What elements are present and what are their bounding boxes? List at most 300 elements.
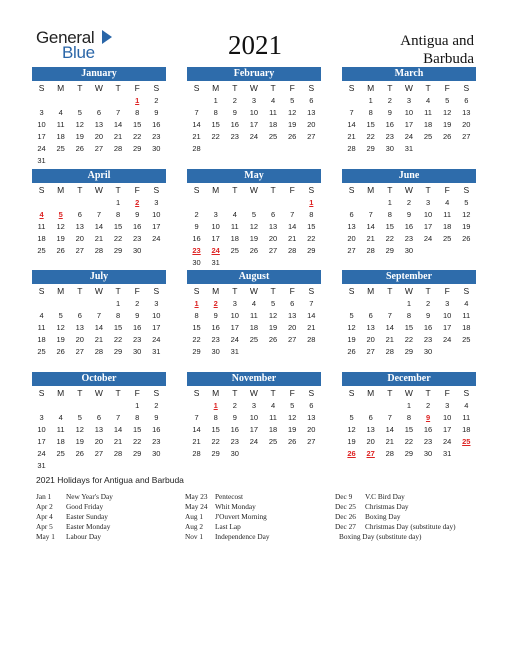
day-cell: 2 bbox=[387, 96, 392, 105]
day-cell: 12 bbox=[288, 413, 297, 422]
week-row bbox=[32, 322, 166, 334]
holiday-date: Dec 26 bbox=[335, 512, 356, 521]
holiday-column bbox=[335, 492, 485, 542]
weekday-header bbox=[32, 285, 166, 298]
day-cell: 29 bbox=[404, 449, 414, 458]
month-title: October bbox=[32, 372, 166, 386]
day-cell: 2 bbox=[425, 299, 431, 308]
day-cell: 31 bbox=[230, 347, 239, 356]
day-cell: 30 bbox=[192, 258, 201, 267]
day-cell: 2 bbox=[154, 96, 159, 105]
day-cell: 23 bbox=[152, 132, 161, 141]
week-row bbox=[342, 448, 476, 460]
day-cell: 24 bbox=[443, 437, 452, 446]
day-cell: 21 bbox=[94, 335, 104, 344]
empty-day-cell bbox=[147, 245, 166, 257]
holiday-day-cell: 26 bbox=[347, 449, 356, 458]
day-cell: 11 bbox=[424, 108, 432, 117]
weekday-label: T bbox=[232, 83, 238, 93]
weekday-header bbox=[187, 184, 321, 197]
day-cell: 11 bbox=[37, 323, 46, 332]
day-cell: 10 bbox=[37, 120, 46, 129]
day-cell: 7 bbox=[368, 210, 373, 219]
day-cell: 28 bbox=[94, 246, 104, 255]
day-cell: 3 bbox=[251, 96, 257, 105]
weekday-label: S bbox=[38, 388, 45, 398]
holiday-date: May 24 bbox=[185, 502, 208, 511]
day-cell: 25 bbox=[56, 144, 65, 153]
weekday-label: F bbox=[134, 388, 140, 398]
holiday-item bbox=[335, 502, 485, 512]
week-row bbox=[187, 131, 321, 143]
day-cell: 30 bbox=[133, 347, 142, 356]
week-row bbox=[187, 346, 321, 358]
day-cell: 3 bbox=[154, 299, 159, 308]
weekday-header bbox=[342, 387, 476, 400]
day-cell: 31 bbox=[211, 258, 220, 267]
weekday-label: F bbox=[289, 83, 295, 93]
weekday-label: T bbox=[270, 286, 276, 296]
logo-text-general: General bbox=[36, 28, 95, 47]
day-cell: 22 bbox=[211, 132, 220, 141]
month-title: June bbox=[342, 169, 476, 183]
weekday-label: S bbox=[38, 83, 45, 93]
day-cell: 1 bbox=[115, 299, 121, 308]
day-cell: 28 bbox=[94, 347, 104, 356]
day-cell: 27 bbox=[75, 347, 84, 356]
day-cell: 27 bbox=[94, 449, 104, 458]
day-cell: 2 bbox=[425, 401, 431, 410]
holiday-date: Apr 2 bbox=[36, 502, 53, 511]
day-cell: 5 bbox=[349, 311, 354, 320]
day-cell: 7 bbox=[387, 413, 392, 422]
day-cell: 4 bbox=[232, 210, 237, 219]
day-cell: 23 bbox=[423, 335, 433, 344]
day-cell: 11 bbox=[462, 311, 471, 320]
day-cell: 16 bbox=[133, 323, 142, 332]
day-cell: 28 bbox=[113, 449, 123, 458]
weekday-label: M bbox=[367, 83, 375, 93]
week-row bbox=[32, 460, 166, 472]
weekday-label: S bbox=[193, 286, 200, 296]
weekday-header bbox=[187, 82, 321, 95]
month-title: April bbox=[32, 169, 166, 183]
day-cell: 3 bbox=[213, 210, 218, 219]
day-cell: 22 bbox=[385, 234, 394, 243]
month-february bbox=[187, 67, 321, 163]
weekday-header bbox=[342, 82, 476, 95]
weekday-label: M bbox=[57, 83, 65, 93]
day-cell: 13 bbox=[94, 425, 104, 434]
day-cell: 4 bbox=[58, 108, 63, 117]
empty-day-cell bbox=[128, 155, 147, 167]
day-cell: 14 bbox=[385, 425, 394, 434]
day-cell: 6 bbox=[368, 311, 373, 320]
day-cell: 29 bbox=[366, 144, 375, 153]
empty-day-cell bbox=[32, 197, 51, 209]
day-cell: 10 bbox=[152, 210, 161, 219]
week-row bbox=[187, 310, 321, 322]
weekday-label: W bbox=[94, 388, 103, 398]
week-row bbox=[342, 143, 476, 155]
weekday-header bbox=[342, 285, 476, 298]
day-cell: 16 bbox=[152, 425, 161, 434]
day-cell: 20 bbox=[462, 120, 471, 129]
day-cell: 6 bbox=[464, 96, 469, 105]
day-cell: 9 bbox=[135, 311, 140, 320]
country-line-2: Barbuda bbox=[423, 51, 474, 67]
day-cell: 10 bbox=[443, 311, 452, 320]
day-cell: 20 bbox=[307, 425, 316, 434]
day-cell: 9 bbox=[154, 413, 159, 422]
weekday-label: W bbox=[249, 185, 258, 195]
day-cell: 1 bbox=[387, 198, 392, 207]
weekday-label: T bbox=[387, 388, 393, 398]
day-cell: 8 bbox=[213, 413, 218, 422]
week-row bbox=[342, 197, 476, 209]
empty-day-cell bbox=[109, 400, 128, 412]
week-row bbox=[187, 424, 321, 436]
empty-day-cell bbox=[128, 460, 147, 472]
day-cell: 7 bbox=[115, 413, 121, 422]
month-title: September bbox=[342, 270, 476, 284]
day-cell: 19 bbox=[347, 335, 356, 344]
day-cell: 25 bbox=[37, 347, 46, 356]
weekday-label: T bbox=[115, 185, 121, 195]
holiday-day-cell: 9 bbox=[425, 413, 431, 422]
day-cell: 21 bbox=[307, 323, 316, 332]
weekday-label: M bbox=[367, 185, 375, 195]
holiday-column bbox=[185, 492, 335, 542]
month-title: March bbox=[342, 67, 476, 81]
week-row bbox=[187, 209, 321, 221]
week-row bbox=[187, 119, 321, 131]
day-cell: 23 bbox=[133, 335, 142, 344]
day-cell: 23 bbox=[423, 437, 433, 446]
month-june bbox=[342, 169, 476, 265]
day-cell: 25 bbox=[37, 246, 46, 255]
weekday-label: F bbox=[289, 286, 295, 296]
holiday-name: Christmas Day bbox=[365, 502, 409, 511]
weekday-label: W bbox=[404, 388, 413, 398]
day-cell: 21 bbox=[347, 132, 356, 141]
day-cell: 22 bbox=[133, 437, 142, 446]
day-cell: 20 bbox=[75, 234, 84, 243]
empty-day-cell bbox=[109, 155, 128, 167]
weekday-label: S bbox=[193, 83, 200, 93]
day-cell: 4 bbox=[425, 96, 431, 105]
day-cell: 7 bbox=[309, 299, 314, 308]
day-cell: 21 bbox=[366, 234, 375, 243]
day-cell: 21 bbox=[192, 437, 201, 446]
day-cell: 16 bbox=[230, 120, 239, 129]
day-cell: 17 bbox=[37, 437, 46, 446]
day-cell: 17 bbox=[37, 132, 46, 141]
day-cell: 12 bbox=[443, 108, 452, 117]
holiday-day-cell: 5 bbox=[58, 210, 63, 219]
day-cell: 1 bbox=[368, 96, 373, 105]
month-october bbox=[32, 372, 166, 468]
holiday-day-cell: 1 bbox=[135, 96, 140, 105]
week-row bbox=[32, 310, 166, 322]
day-cell: 20 bbox=[94, 132, 104, 141]
empty-day-cell bbox=[283, 257, 302, 269]
day-cell: 14 bbox=[192, 425, 201, 434]
day-cell: 18 bbox=[56, 132, 65, 141]
weekday-label: S bbox=[38, 286, 45, 296]
day-cell: 7 bbox=[290, 210, 295, 219]
day-cell: 19 bbox=[75, 132, 84, 141]
day-cell: 17 bbox=[423, 222, 433, 231]
day-cell: 30 bbox=[230, 449, 239, 458]
day-cell: 19 bbox=[56, 234, 65, 243]
holiday-day-cell: 2 bbox=[135, 198, 140, 207]
day-cell: 8 bbox=[406, 311, 412, 320]
empty-day-cell bbox=[361, 298, 380, 310]
day-cell: 9 bbox=[154, 108, 159, 117]
weekday-label: T bbox=[77, 388, 83, 398]
day-cell: 4 bbox=[270, 96, 276, 105]
weekday-label: T bbox=[425, 83, 431, 93]
day-cell: 19 bbox=[288, 120, 297, 129]
day-cell: 16 bbox=[133, 222, 142, 231]
day-cell: 29 bbox=[307, 246, 316, 255]
empty-day-cell bbox=[302, 257, 321, 269]
empty-day-cell bbox=[70, 197, 89, 209]
empty-day-cell bbox=[283, 346, 302, 358]
day-cell: 15 bbox=[307, 222, 316, 231]
weekday-label: W bbox=[404, 185, 413, 195]
empty-day-cell bbox=[244, 448, 263, 460]
day-cell: 13 bbox=[347, 222, 356, 231]
day-cell: 7 bbox=[194, 108, 199, 117]
empty-day-cell bbox=[380, 400, 399, 412]
day-cell: 12 bbox=[56, 323, 65, 332]
holiday-column bbox=[36, 492, 186, 542]
empty-day-cell bbox=[244, 257, 263, 269]
empty-day-cell bbox=[70, 298, 89, 310]
month-november bbox=[187, 372, 321, 468]
day-cell: 5 bbox=[77, 413, 82, 422]
day-cell: 30 bbox=[211, 347, 220, 356]
weekday-label: T bbox=[387, 286, 393, 296]
empty-day-cell bbox=[70, 155, 89, 167]
day-cell: 8 bbox=[194, 311, 199, 320]
day-cell: 7 bbox=[96, 210, 102, 219]
day-cell: 17 bbox=[211, 234, 220, 243]
empty-day-cell bbox=[32, 95, 51, 107]
week-row bbox=[32, 400, 166, 412]
day-cell: 4 bbox=[270, 401, 276, 410]
day-cell: 5 bbox=[58, 311, 63, 320]
holiday-item bbox=[36, 512, 186, 522]
day-cell: 23 bbox=[404, 234, 414, 243]
day-cell: 21 bbox=[94, 234, 104, 243]
week-row bbox=[32, 221, 166, 233]
day-cell: 4 bbox=[445, 198, 450, 207]
empty-day-cell bbox=[457, 448, 476, 460]
day-cell: 6 bbox=[368, 413, 373, 422]
holiday-item bbox=[36, 502, 186, 512]
day-cell: 11 bbox=[230, 222, 239, 231]
week-row bbox=[187, 197, 321, 209]
day-cell: 22 bbox=[113, 335, 123, 344]
weekday-label: F bbox=[134, 185, 140, 195]
empty-day-cell bbox=[51, 298, 70, 310]
day-cell: 9 bbox=[387, 108, 392, 117]
day-cell: 3 bbox=[39, 413, 44, 422]
day-cell: 8 bbox=[115, 210, 121, 219]
day-cell: 15 bbox=[211, 120, 220, 129]
day-cell: 26 bbox=[75, 144, 84, 153]
day-cell: 7 bbox=[115, 108, 121, 117]
day-cell: 19 bbox=[462, 222, 471, 231]
weekday-header bbox=[187, 285, 321, 298]
weekday-label: S bbox=[308, 286, 315, 296]
day-cell: 12 bbox=[75, 425, 84, 434]
day-cell: 27 bbox=[462, 132, 471, 141]
day-cell: 28 bbox=[288, 246, 297, 255]
day-cell: 25 bbox=[268, 132, 278, 141]
weekday-label: F bbox=[289, 388, 295, 398]
day-cell: 20 bbox=[347, 234, 356, 243]
holiday-day-cell: 25 bbox=[462, 437, 471, 446]
weekday-label: T bbox=[270, 83, 276, 93]
day-cell: 19 bbox=[347, 437, 356, 446]
empty-day-cell bbox=[302, 448, 321, 460]
day-cell: 29 bbox=[385, 246, 394, 255]
day-cell: 5 bbox=[290, 401, 295, 410]
holiday-date: Jan 1 bbox=[36, 492, 52, 501]
day-cell: 13 bbox=[307, 413, 316, 422]
country-name bbox=[364, 32, 474, 68]
empty-day-cell bbox=[225, 257, 244, 269]
day-cell: 27 bbox=[75, 246, 84, 255]
empty-day-cell bbox=[342, 298, 361, 310]
month-title: July bbox=[32, 270, 166, 284]
day-cell: 16 bbox=[385, 120, 394, 129]
day-cell: 17 bbox=[230, 323, 239, 332]
weekday-label: M bbox=[212, 388, 220, 398]
empty-day-cell bbox=[89, 400, 108, 412]
day-cell: 19 bbox=[75, 437, 84, 446]
day-cell: 2 bbox=[154, 401, 159, 410]
weekday-label: S bbox=[38, 185, 45, 195]
month-title: December bbox=[342, 372, 476, 386]
day-cell: 10 bbox=[230, 311, 239, 320]
day-cell: 16 bbox=[211, 323, 220, 332]
month-august bbox=[187, 270, 321, 366]
week-row bbox=[187, 233, 321, 245]
day-cell: 1 bbox=[406, 401, 412, 410]
day-cell: 10 bbox=[423, 210, 433, 219]
day-cell: 5 bbox=[77, 108, 82, 117]
month-title: January bbox=[32, 67, 166, 81]
holiday-item bbox=[36, 492, 186, 502]
day-cell: 26 bbox=[347, 347, 356, 356]
weekday-label: S bbox=[153, 388, 160, 398]
weekday-label: S bbox=[463, 388, 470, 398]
day-cell: 29 bbox=[192, 347, 201, 356]
day-cell: 24 bbox=[249, 437, 259, 446]
day-cell: 16 bbox=[404, 222, 414, 231]
weekday-label: W bbox=[94, 286, 103, 296]
day-cell: 6 bbox=[77, 210, 82, 219]
week-row bbox=[32, 197, 166, 209]
holiday-name: Christmas Day (substitute day) bbox=[365, 522, 456, 531]
day-cell: 21 bbox=[288, 234, 297, 243]
day-cell: 19 bbox=[288, 425, 297, 434]
day-cell: 4 bbox=[251, 299, 257, 308]
holiday-day-cell: 24 bbox=[211, 246, 220, 255]
day-cell: 29 bbox=[211, 449, 220, 458]
month-april bbox=[32, 169, 166, 265]
weekday-label: S bbox=[348, 286, 355, 296]
month-july bbox=[32, 270, 166, 366]
day-cell: 4 bbox=[464, 401, 469, 410]
empty-day-cell bbox=[361, 400, 380, 412]
day-cell: 27 bbox=[268, 246, 278, 255]
day-cell: 1 bbox=[406, 299, 412, 308]
empty-day-cell bbox=[244, 143, 263, 155]
week-row bbox=[187, 334, 321, 346]
weekday-label: F bbox=[134, 286, 140, 296]
weekday-label: S bbox=[308, 185, 315, 195]
week-row bbox=[32, 424, 166, 436]
day-cell: 9 bbox=[406, 210, 412, 219]
day-cell: 31 bbox=[404, 144, 414, 153]
day-cell: 31 bbox=[37, 156, 46, 165]
empty-day-cell bbox=[187, 400, 206, 412]
day-cell: 23 bbox=[385, 132, 394, 141]
day-cell: 26 bbox=[268, 335, 278, 344]
day-cell: 24 bbox=[404, 132, 414, 141]
day-cell: 15 bbox=[133, 120, 142, 129]
day-cell: 17 bbox=[443, 323, 452, 332]
weekday-label: S bbox=[348, 388, 355, 398]
day-cell: 3 bbox=[154, 198, 159, 207]
weekday-label: T bbox=[232, 388, 238, 398]
empty-day-cell bbox=[438, 245, 457, 257]
day-cell: 18 bbox=[56, 437, 65, 446]
day-cell: 29 bbox=[404, 347, 414, 356]
week-row bbox=[342, 245, 476, 257]
holiday-item bbox=[185, 532, 335, 542]
day-cell: 18 bbox=[423, 120, 433, 129]
weekday-label: M bbox=[212, 185, 220, 195]
week-row bbox=[342, 107, 476, 119]
weekday-label: M bbox=[367, 388, 375, 398]
day-cell: 6 bbox=[96, 413, 102, 422]
week-row bbox=[32, 119, 166, 131]
day-cell: 8 bbox=[406, 413, 412, 422]
holiday-name: J'Ouvert Morning bbox=[215, 512, 267, 521]
month-january bbox=[32, 67, 166, 163]
day-cell: 22 bbox=[113, 234, 123, 243]
day-cell: 2 bbox=[135, 299, 140, 308]
day-cell: 1 bbox=[115, 198, 121, 207]
day-cell: 12 bbox=[75, 120, 84, 129]
day-cell: 17 bbox=[404, 120, 414, 129]
day-cell: 3 bbox=[39, 108, 44, 117]
day-cell: 29 bbox=[113, 347, 123, 356]
weekday-label: F bbox=[444, 185, 450, 195]
day-cell: 22 bbox=[307, 234, 316, 243]
day-cell: 11 bbox=[56, 120, 65, 129]
weekday-label: S bbox=[308, 388, 315, 398]
empty-day-cell bbox=[342, 400, 361, 412]
day-cell: 9 bbox=[135, 210, 140, 219]
